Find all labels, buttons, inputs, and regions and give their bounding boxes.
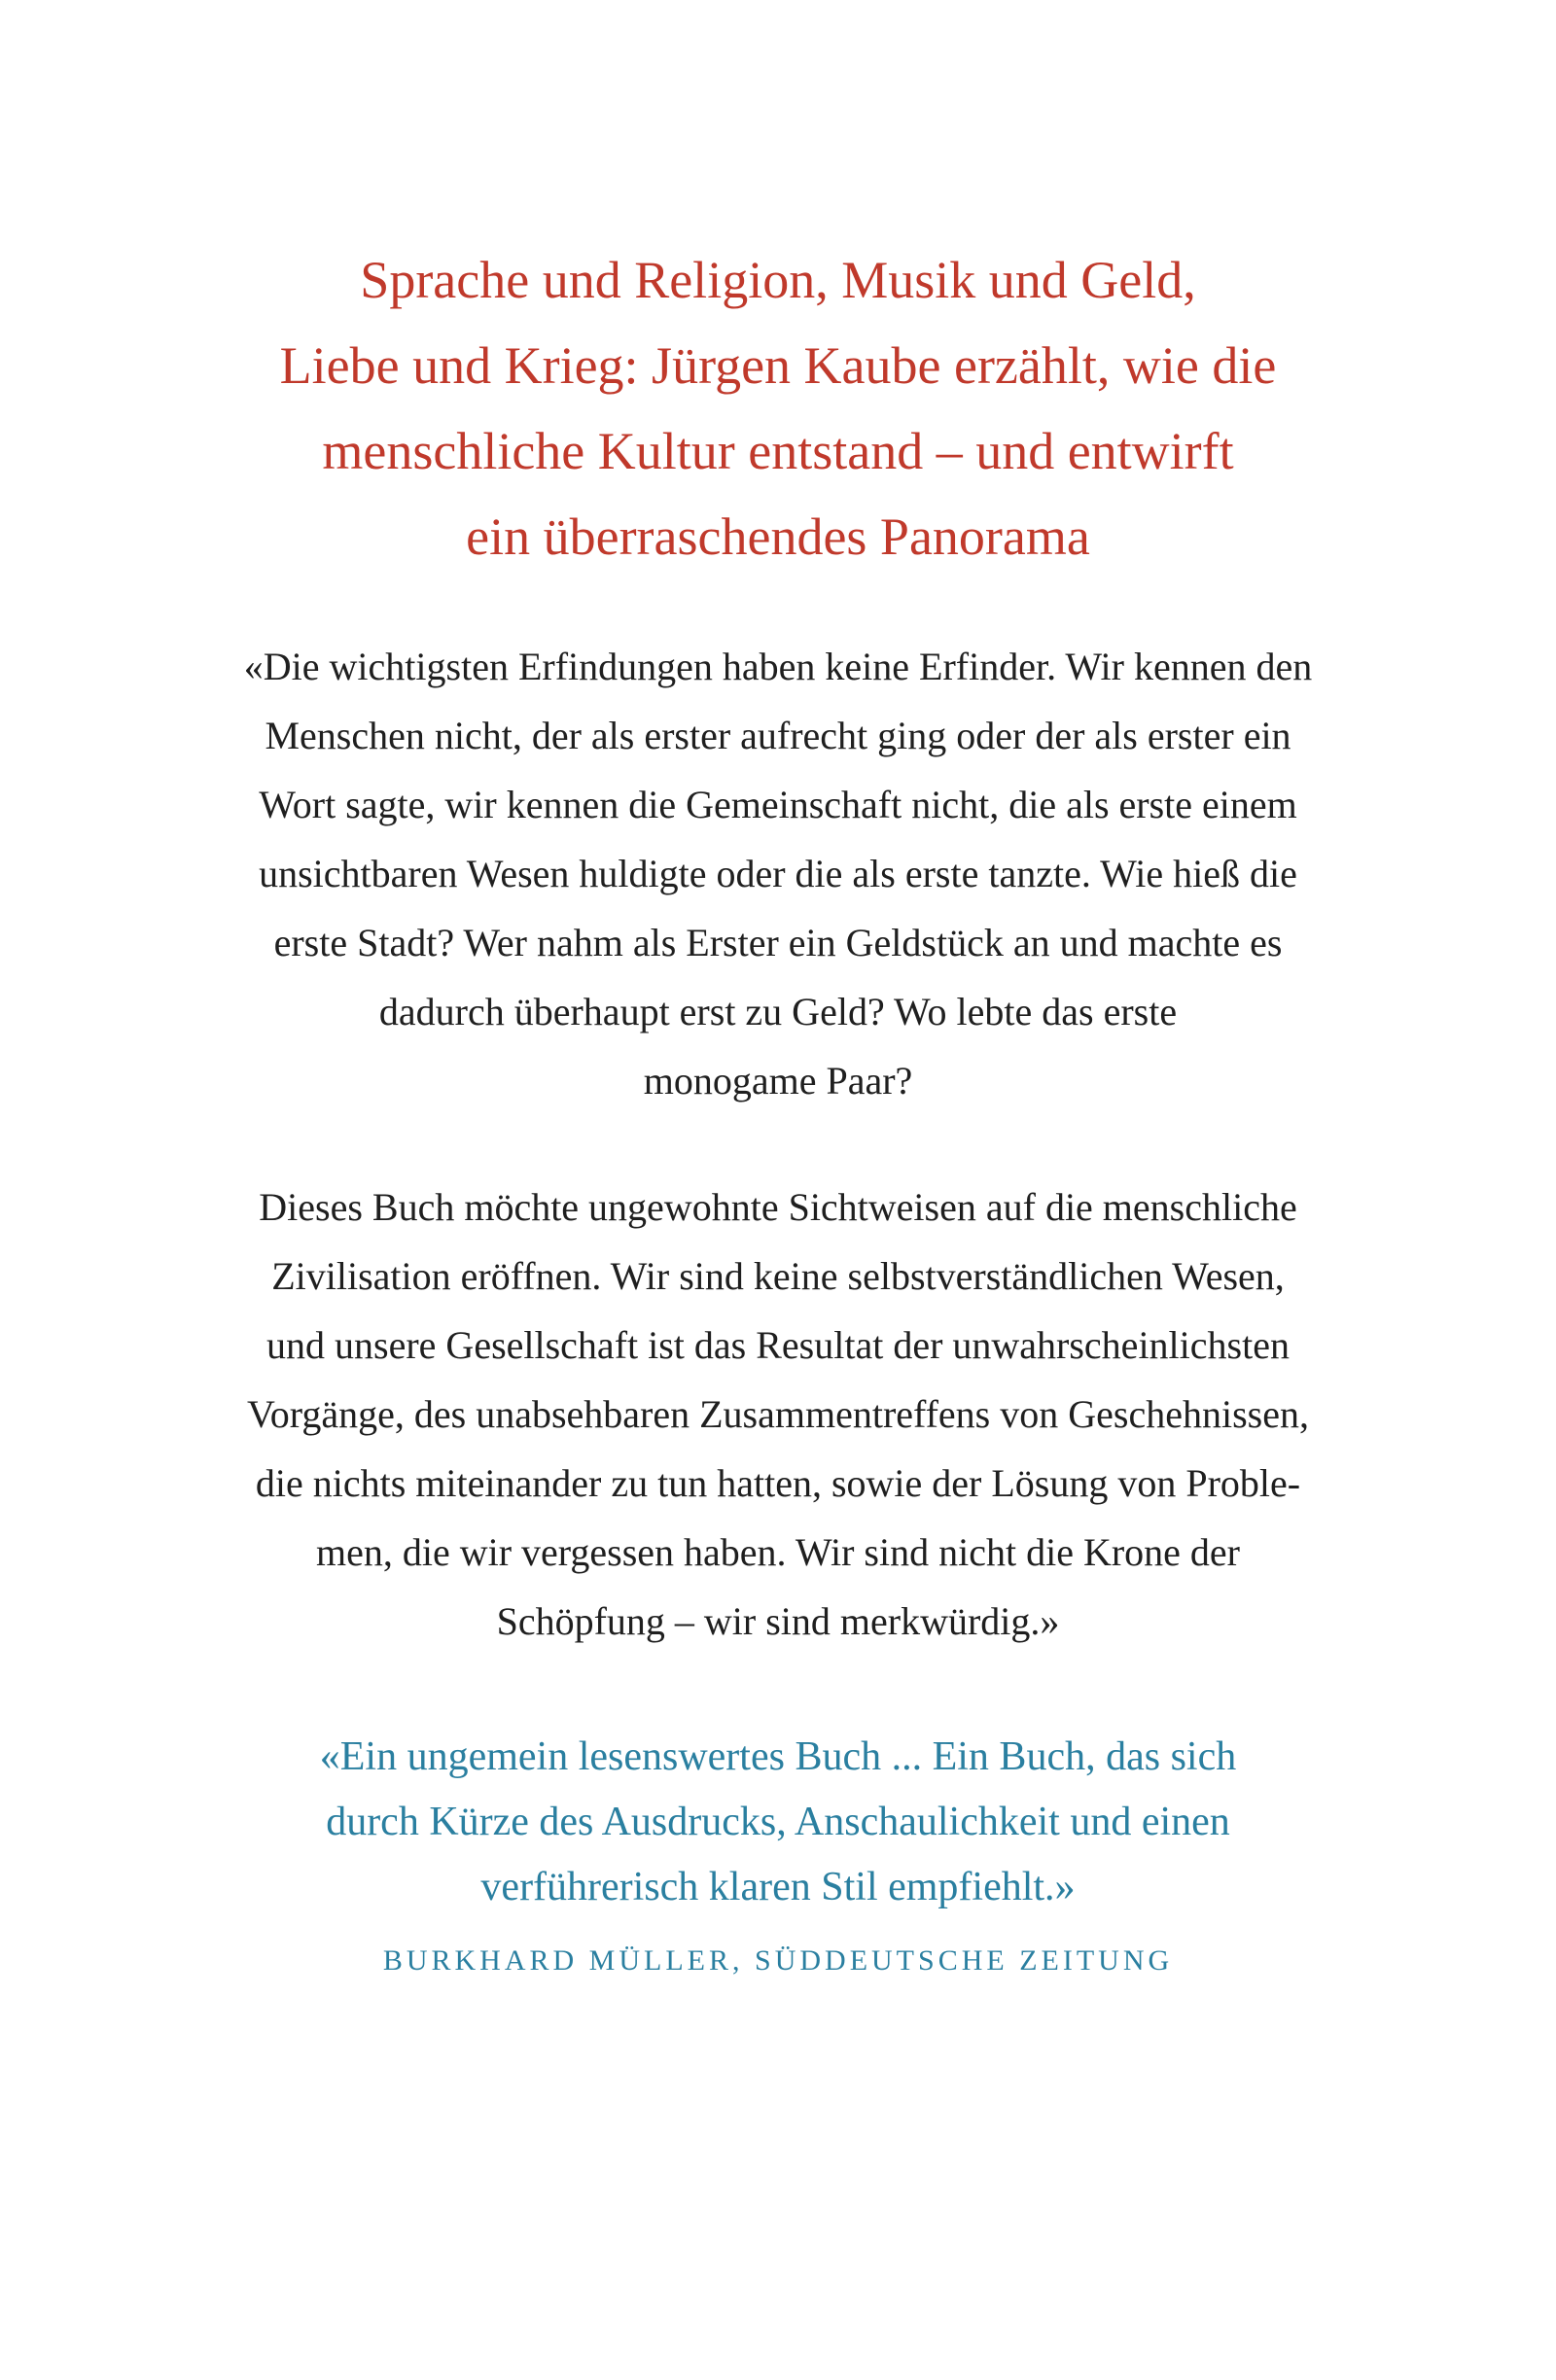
headline-line: ein überraschendes Panorama bbox=[466, 508, 1090, 566]
review-line: «Ein ungemein lesenswertes Buch ... Ein Buch, das sich bbox=[319, 1734, 1237, 1779]
quote-line: men, die wir vergessen haben. Wir sind nicht die Krone der bbox=[316, 1530, 1240, 1574]
quote-line: Zivilisation eröffnen. Wir sind keine selbstverständlichen Wesen, bbox=[271, 1254, 1285, 1298]
headline-line: menschliche Kultur entstand – und entwirft bbox=[322, 422, 1234, 480]
quote-line: die nichts miteinander zu tun hatten, sowie der Lösung von Proble- bbox=[255, 1461, 1301, 1505]
review-line: durch Kürze des Ausdrucks, Anschaulichkeit und einen bbox=[326, 1800, 1230, 1844]
quote-paragraph-one bbox=[0, 632, 1556, 1115]
headline bbox=[0, 237, 1556, 579]
quote-paragraph-two bbox=[0, 1172, 1556, 1656]
quote-line: Wort sagte, wir kennen die Gemeinschaft nicht, die als erste einem bbox=[259, 783, 1297, 826]
quote-line: Dieses Buch möchte ungewohnte Sichtweisen auf die menschliche bbox=[259, 1185, 1297, 1229]
quote-line: monogame Paar? bbox=[643, 1059, 913, 1102]
quote-line: Vorgänge, des unabsehbaren Zusammentreffens von Geschehnissen, bbox=[247, 1392, 1309, 1436]
headline-line: Sprache und Religion, Musik und Geld, bbox=[360, 251, 1196, 309]
quote-line: und unsere Gesellschaft ist das Resultat der unwahrscheinlichsten bbox=[266, 1323, 1290, 1367]
headline-line: Liebe und Krieg: Jürgen Kaube erzählt, wie die bbox=[279, 336, 1277, 395]
review-line: verführerisch klaren Stil empfiehlt.» bbox=[480, 1865, 1076, 1909]
quote-line: unsichtbaren Wesen huldigte oder die als erste tanzte. Wie hieß die bbox=[259, 852, 1297, 895]
quote-line: dadurch überhaupt erst zu Geld? Wo lebte das erste bbox=[378, 990, 1178, 1033]
press-review bbox=[0, 1725, 1556, 1920]
quote-line: Schöpfung – wir sind merkwürdig.» bbox=[496, 1599, 1060, 1643]
quote-line: erste Stadt? Wer nahm als Erster ein Geldstück an und machte es bbox=[273, 921, 1283, 964]
quote-line: «Die wichtigsten Erfindungen haben keine Erfinder. Wir kennen den bbox=[243, 645, 1313, 688]
review-source-text: BURKHARD MÜLLER, SÜDDEUTSCHE ZEITUNG bbox=[382, 1944, 1174, 1977]
quote-line: Menschen nicht, der als erster aufrecht ging oder der als erster ein bbox=[265, 714, 1291, 757]
review-source bbox=[0, 1942, 1556, 1980]
